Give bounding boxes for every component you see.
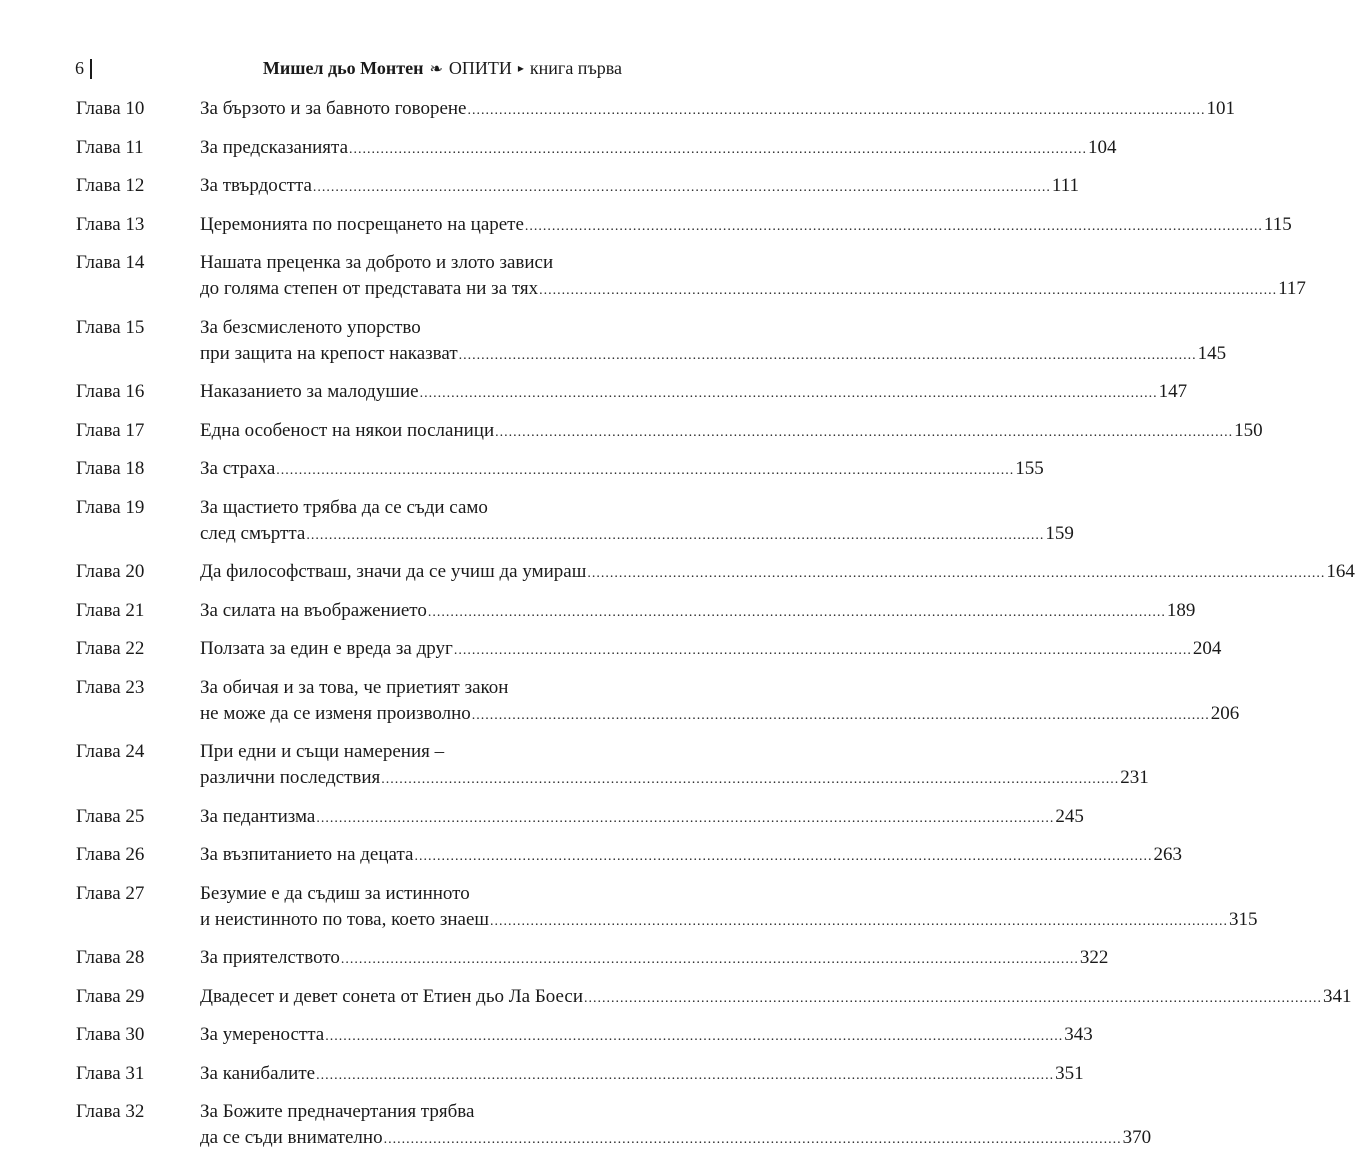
- chapter-title-text: след смъртта: [200, 522, 306, 544]
- page-reference: 370: [1122, 1127, 1152, 1148]
- toc-entry: [76, 135, 1117, 163]
- chapter-title-text: при защита на крепост наказват: [200, 342, 458, 364]
- chapter-title-block: [200, 1022, 1093, 1050]
- chapter-title-line: За Божите предначертания трябва: [200, 1101, 475, 1122]
- page-reference: 104: [1088, 136, 1117, 158]
- toc-entry: [76, 1022, 1093, 1050]
- dot-leader: [495, 420, 1233, 446]
- chapter-label: Глава 11: [76, 136, 144, 158]
- chapter-title-block: [200, 675, 1239, 729]
- chapter-title-block: [200, 984, 1352, 1012]
- page-reference: 111: [1051, 175, 1080, 196]
- page-reference: 159: [1045, 522, 1074, 544]
- dot-leader: [316, 1063, 1054, 1089]
- chapter-title-final-line: [200, 379, 1187, 407]
- chapter-title-block: [200, 1061, 1084, 1089]
- chapter-title-block: [200, 598, 1195, 626]
- page-reference: 351: [1055, 1062, 1084, 1084]
- toc-entry: [76, 173, 1080, 201]
- author-name: Мишел дьо Монтен: [262, 58, 424, 78]
- chapter-title-text: Една особеност на някои посланици: [200, 419, 495, 441]
- leaf-ornament-icon: ❧: [429, 60, 443, 78]
- toc-entry: [76, 804, 1084, 832]
- chapter-title-block: [200, 418, 1263, 446]
- dot-leader: [381, 767, 1119, 793]
- chapter-label: Глава 23: [76, 676, 145, 698]
- chapter-title-final-line: [200, 984, 1352, 1012]
- chapter-title-final-line: [200, 842, 1182, 870]
- chapter-title-text: различни последствия: [200, 767, 381, 788]
- chapter-title-block: [200, 842, 1182, 870]
- chapter-title-final-line: [200, 598, 1195, 626]
- chapter-title-line: При едни и същи намерения –: [200, 741, 445, 762]
- page-reference: 322: [1079, 947, 1109, 968]
- chapter-title-final-line: [200, 907, 1258, 935]
- chapter-title-final-line: [200, 341, 1226, 369]
- dot-leader: [468, 98, 1206, 124]
- chapter-title-final-line: [200, 1125, 1151, 1153]
- toc-entry: [76, 984, 1352, 1012]
- chapter-title-final-line: [200, 636, 1221, 664]
- chapter-label: Глава 32: [76, 1101, 145, 1122]
- page-reference: 231: [1120, 767, 1149, 788]
- chapter-title-final-line: [200, 135, 1117, 163]
- chapter-title-text: Церемонията по посрещането на царете: [200, 213, 524, 235]
- page-reference: 189: [1166, 599, 1196, 621]
- chapter-title-text: За приятелството: [200, 947, 340, 968]
- dot-leader: [384, 1127, 1122, 1153]
- chapter-title-text: За канибалите: [200, 1062, 316, 1084]
- chapter-title-final-line: [200, 212, 1292, 240]
- chapter-title-final-line: [200, 521, 1074, 549]
- chapter-label: Глава 31: [76, 1062, 145, 1084]
- toc-entry: [76, 675, 1240, 729]
- chapter-label: Глава 30: [76, 1024, 145, 1045]
- chapter-label: Глава 14: [76, 252, 145, 273]
- chapter-title-final-line: [200, 804, 1084, 832]
- dot-leader: [349, 137, 1087, 163]
- chapter-title-block: [200, 636, 1221, 664]
- toc-entry: [76, 598, 1196, 626]
- toc-entry: [76, 495, 1074, 549]
- chapter-title-line: За безсмисленото упорство: [200, 316, 421, 338]
- chapter-title-text: За бързото и за бавното говорене: [200, 98, 467, 119]
- chapter-title-text: За страха: [200, 458, 276, 479]
- chapter-title-text: За твърдостта: [200, 175, 312, 196]
- chapter-title-line: Нашата преценка за доброто и злото зависи: [200, 252, 554, 273]
- dot-leader: [539, 278, 1277, 304]
- chapter-title-block: [200, 559, 1355, 587]
- toc-entry: [76, 636, 1222, 664]
- chapter-label: Глава 10: [76, 98, 145, 119]
- chapter-title-final-line: [200, 276, 1306, 304]
- dot-leader: [276, 458, 1014, 484]
- chapter-title-text: да се съди внимателно: [200, 1127, 383, 1148]
- chapter-title-text: За възпитанието на децата: [200, 844, 414, 865]
- chapter-title-block: [200, 135, 1117, 163]
- chapter-label: Глава 25: [76, 805, 145, 827]
- toc-entry: [76, 250, 1306, 304]
- chapter-label: Глава 17: [76, 419, 145, 441]
- chapter-title-final-line: [200, 1022, 1093, 1050]
- chapter-label: Глава 28: [76, 947, 145, 968]
- chapter-label: Глава 16: [76, 381, 145, 402]
- dot-leader: [459, 343, 1197, 369]
- triangle-arrow-icon: ▸: [517, 61, 524, 75]
- chapter-title-final-line: [200, 456, 1044, 484]
- book-title: ОПИТИ: [448, 58, 512, 78]
- chapter-title-final-line: [200, 418, 1263, 446]
- chapter-title-block: [200, 456, 1044, 484]
- page-reference: 101: [1206, 98, 1235, 119]
- chapter-title-block: [200, 212, 1292, 240]
- chapter-title-line: За щастието трябва да се съди само: [200, 496, 488, 518]
- chapter-title-block: [200, 173, 1079, 201]
- chapter-title-line: За обичая и за това, че приетият закон: [200, 676, 509, 698]
- chapter-title-text: Наказанието за малодушие: [200, 381, 419, 402]
- chapter-label: Глава 20: [76, 561, 145, 582]
- page-reference: 315: [1229, 908, 1258, 930]
- toc-entry: [76, 842, 1182, 870]
- dot-leader: [420, 381, 1158, 407]
- running-header: [75, 58, 622, 79]
- page-reference: 343: [1064, 1024, 1093, 1045]
- chapter-label: Глава 27: [76, 882, 145, 904]
- toc-entry: [76, 1061, 1084, 1089]
- dot-leader: [490, 909, 1228, 935]
- chapter-title-block: [200, 315, 1226, 369]
- toc-entry: [76, 881, 1258, 935]
- page-reference: 204: [1192, 638, 1222, 659]
- chapter-label: Глава 21: [76, 599, 145, 621]
- toc-entry: [76, 212, 1292, 240]
- page-number-block: [75, 58, 92, 79]
- chapter-title-final-line: [200, 701, 1239, 729]
- page-reference: 206: [1210, 702, 1240, 724]
- chapter-title-text: За умереността: [200, 1024, 325, 1045]
- chapter-title-final-line: [200, 1061, 1084, 1089]
- chapter-title-final-line: [200, 559, 1355, 587]
- chapter-label: Глава 15: [76, 316, 145, 338]
- chapter-label: Глава 22: [76, 638, 145, 659]
- chapter-title-text: Ползата за един е вреда за друг: [200, 638, 453, 659]
- chapter-title-block: [200, 945, 1108, 973]
- chapter-label: Глава 13: [76, 213, 145, 235]
- chapter-title-block: [200, 379, 1187, 407]
- chapter-label: Глава 29: [76, 985, 145, 1007]
- chapter-title-text: За педантизма: [200, 805, 316, 827]
- dot-leader: [428, 600, 1166, 626]
- chapter-title-text: За предсказанията: [200, 136, 349, 158]
- dot-leader: [587, 561, 1325, 587]
- page-reference: 164: [1326, 561, 1355, 582]
- toc-entry: [76, 96, 1235, 124]
- page-reference: 155: [1015, 458, 1044, 479]
- chapter-label: Глава 19: [76, 496, 145, 518]
- toc-entry: [76, 315, 1227, 369]
- dot-leader: [325, 1024, 1063, 1050]
- page-reference: 263: [1153, 844, 1182, 865]
- chapter-title-text: За силата на въображението: [200, 599, 427, 621]
- page-reference: 117: [1278, 278, 1306, 299]
- page-number: 6: [75, 58, 84, 78]
- chapter-title-block: [200, 495, 1074, 549]
- page-reference: 245: [1055, 805, 1084, 827]
- book-subtitle: книга първа: [529, 58, 622, 78]
- chapter-title-block: [200, 804, 1084, 832]
- dot-leader: [313, 175, 1051, 201]
- toc-entry: [76, 1099, 1152, 1153]
- chapter-label: Глава 24: [76, 741, 145, 762]
- dot-leader: [584, 986, 1322, 1012]
- toc-entry: [76, 945, 1109, 973]
- chapter-title-text: Да философстваш, значи да се учиш да умираш: [200, 561, 587, 582]
- dot-leader: [316, 806, 1054, 832]
- chapter-title-text: Двадесет и девет сонета от Етиен дьо Ла Боеси: [200, 985, 583, 1007]
- toc-entry: [76, 559, 1355, 587]
- running-title: [263, 58, 622, 79]
- chapter-title-line: Безумие е да съдиш за истинното: [200, 882, 470, 904]
- separator-bar: [90, 59, 92, 79]
- page-reference: 341: [1323, 985, 1352, 1007]
- chapter-title-block: [200, 250, 1306, 304]
- toc-entry: [76, 456, 1044, 484]
- chapter-label: Глава 12: [76, 175, 145, 196]
- page-reference: 147: [1158, 381, 1188, 402]
- chapter-label: Глава 26: [76, 844, 145, 865]
- toc-entry: [76, 379, 1188, 407]
- chapter-title-final-line: [200, 765, 1149, 793]
- dot-leader: [454, 638, 1192, 664]
- chapter-title-text: и неистинното по това, което знаеш: [200, 908, 490, 930]
- chapter-title-block: [200, 739, 1149, 793]
- page-reference: 145: [1197, 342, 1227, 364]
- table-of-contents: [76, 96, 1355, 1164]
- chapter-title-block: [200, 1099, 1151, 1153]
- chapter-label: Глава 18: [76, 458, 145, 479]
- toc-entry: [76, 418, 1263, 446]
- dot-leader: [306, 523, 1044, 549]
- chapter-title-final-line: [200, 96, 1235, 124]
- dot-leader: [341, 947, 1079, 973]
- dot-leader: [472, 703, 1210, 729]
- dot-leader: [525, 214, 1263, 240]
- chapter-title-text: до голяма степен от представата ни за тях: [200, 278, 539, 299]
- chapter-title-block: [200, 96, 1235, 124]
- page-reference: 115: [1263, 213, 1292, 235]
- chapter-title-text: не може да се изменя произволно: [200, 702, 471, 724]
- toc-entry: [76, 739, 1149, 793]
- chapter-title-block: [200, 881, 1258, 935]
- chapter-title-final-line: [200, 173, 1079, 201]
- page-reference: 150: [1234, 419, 1263, 441]
- chapter-title-final-line: [200, 945, 1108, 973]
- dot-leader: [414, 844, 1152, 870]
